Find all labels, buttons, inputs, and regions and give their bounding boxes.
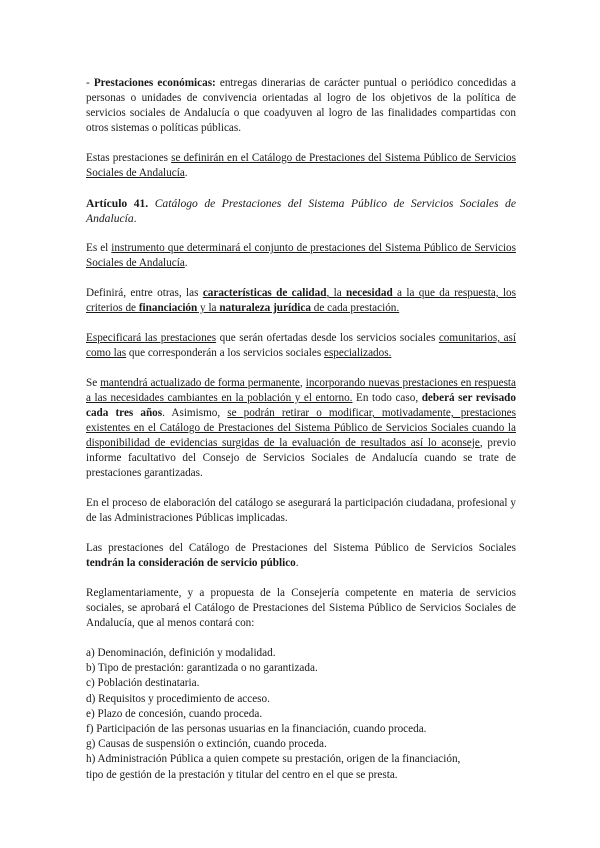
text-run: Reglamentariamente, y a propuesta de la Consejería competente en materia de servicios sociales, se aprobará el Catálogo de Prestaciones del Sistema Público de Servicios Sociales de Andalucía, que al menos contará con: [86,587,516,629]
term-servicio-publico: tendrán la consideración de servicio público [86,557,296,569]
catalog-contents-list [86,646,516,783]
text-run: . [184,257,188,269]
text-run: En todo caso, [352,392,422,404]
paragraph-prestaciones-economicas [86,76,516,136]
term-caracteristicas-calidad: características de calidad [202,287,327,299]
text-run: entregas dinerarias de carácter puntual o periódico concedidas a personas o unidades de convivencia orientadas al logro de los objetivos de la política de servicios sociales de Andalucía o que coadyuven al logro de las finalidades compartidas con otros sistemas o políticas públicas. [86,77,516,134]
underlined-text: se podrán retirar o modificar, motivadamente, prestaciones existentes en el Catálogo de Prestaciones del Sistema Público de Servicios Sociales cuando la disponibilidad de evidencias surgidas de la evaluación de resultados así lo aconseje [86,407,516,449]
paragraph-instrumento [86,241,516,271]
text-run: . Asimismo, [162,407,228,419]
paragraph-servicio-publico [86,541,516,571]
text-run: . [133,212,137,225]
text-run: que serán ofertadas desde los servicios sociales [216,332,439,344]
underlined-text: comunitarios, así como las [86,332,517,359]
paragraph-reglamentariamente [86,586,516,631]
text-run: - [86,77,94,89]
list-item: c) Población destinataria. [86,677,200,690]
text-run: , [299,377,306,389]
article-number: Artículo 41. [86,197,149,210]
list-item: g) Causas de suspensión o extinción, cuando proceda. [86,738,327,751]
article-title: Catálogo de Prestaciones del Sistema Público de Servicios Sociales de Andalucía [86,197,516,225]
list-item: f) Participación de las personas usuarias en la financiación, cuando proceda. [86,723,427,736]
list-item: h) Administración Pública a quien compete su prestación, origen de la financiación, [86,753,461,766]
document-body [86,76,516,783]
term-financiacion: financiación [138,302,198,314]
list-item: b) Tipo de prestación: garantizada o no garantizada. [86,662,318,675]
paragraph-especificara [86,331,516,361]
text-run: . [184,167,188,179]
underlined-text: incorporando nuevas prestaciones en respuesta a las necesidades cambiantes en la población y el entorno. [86,377,517,404]
underlined-text: Especificará las prestaciones [86,332,217,344]
text-run: . [295,557,299,569]
paragraph-estas-prestaciones [86,151,516,181]
list-item: a) Denominación, definición y modalidad. [86,647,276,659]
text-run: Estas prestaciones [86,152,172,164]
list-item: e) Plazo de concesión, cuando proceda. [86,707,263,720]
list-item: d) Requisitos y procedimiento de acceso. [86,692,270,705]
term-revision-tres-anos: deberá ser revisado cada tres años [86,392,516,419]
text-run: que corresponderán a los servicios sociales [126,347,324,359]
underlined-text: instrumento que determinará el conjunto de prestaciones del Sistema Público de Servicios Sociales de Andalucía [86,242,516,269]
text-run: En el proceso de elaboración del catálogo se asegurará la participación ciudadana, profesional y de las Administraciones Públicas implicadas. [86,497,516,524]
paragraph-participacion [86,496,516,526]
list-item: tipo de gestión de la prestación y titular del centro en el que se presta. [86,768,398,781]
text-run: Es el [86,242,112,254]
paragraph-definira [86,286,516,316]
term-naturaleza-juridica: naturaleza jurídica [219,302,311,314]
term-necesidad: necesidad [346,287,393,299]
underlined-text: mantendrá actualizado de forma permanente [100,377,300,389]
underlined-text: y la [197,302,220,314]
article-heading [86,196,516,226]
text-run: Definirá, entre otras, las [86,287,203,299]
underlined-text: de cada prestación. [310,302,400,314]
underlined-text: especializados. [323,347,392,359]
text-run: Las prestaciones del Catálogo de Prestaciones del Sistema Público de Servicios Sociales [86,542,516,554]
underlined-text: se definirán en el Catálogo de Prestaciones del Sistema Público de Servicios Sociales de Andalucía [86,152,516,179]
text-run: Se [86,377,101,389]
term-prestaciones-economicas: Prestaciones económicas: [93,77,216,89]
text-run: , previo informe facultativo del Consejo de Servicios Sociales de Andalucía cuando se trate de prestaciones garantizadas. [86,437,516,479]
paragraph-actualizacion [86,376,516,481]
underlined-text: a la que da respuesta, los criterios de [86,287,517,314]
underlined-text: , la [326,287,347,299]
